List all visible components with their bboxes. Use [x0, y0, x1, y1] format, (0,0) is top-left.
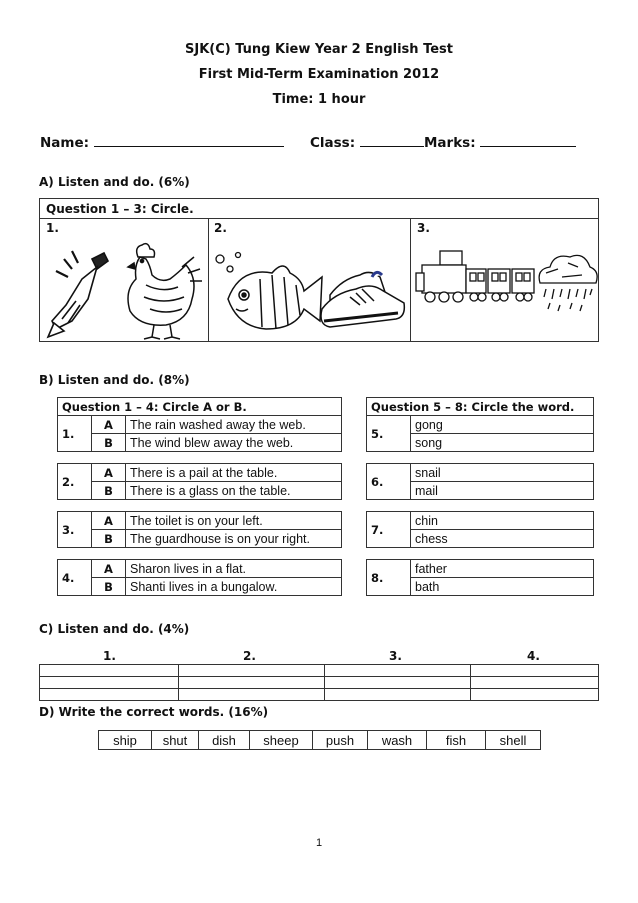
word-choice[interactable]: mail	[411, 482, 594, 500]
option-b-label[interactable]: B	[92, 578, 126, 596]
marks-label: Marks:	[424, 135, 476, 151]
option-b-text[interactable]: The wind blew away the web.	[126, 434, 342, 452]
word-choice[interactable]: song	[411, 434, 594, 452]
section-a-title: A) Listen and do. (6%)	[39, 175, 190, 189]
word-bank-item[interactable]: sheep	[250, 731, 313, 750]
option-b-label[interactable]: B	[92, 482, 126, 500]
marks-field[interactable]	[424, 132, 576, 151]
word-choice[interactable]: gong	[411, 416, 594, 434]
option-a-label[interactable]: A	[92, 560, 126, 578]
word-bank-item[interactable]: dish	[199, 731, 250, 750]
answer-cell[interactable]	[179, 665, 325, 677]
question-8-row-1	[367, 560, 594, 578]
fish-and-shoes-illustration[interactable]	[210, 239, 408, 341]
question-5-row-1	[367, 416, 594, 434]
word-bank-item[interactable]: ship	[99, 731, 152, 750]
picture-1-number: 1.	[46, 221, 59, 235]
option-a-label[interactable]: A	[92, 416, 126, 434]
word-bank	[98, 730, 541, 750]
picture-3-number: 3.	[417, 221, 430, 235]
word-choice[interactable]: snail	[411, 464, 594, 482]
option-b-text[interactable]: There is a glass on the table.	[126, 482, 342, 500]
circle-a-or-b-table	[57, 397, 342, 596]
name-label: Name:	[40, 135, 90, 151]
answer-2-number: 2.	[243, 649, 256, 663]
answer-4-number: 4.	[527, 649, 540, 663]
answer-3-number: 3.	[389, 649, 402, 663]
exam-subtitle: First Mid-Term Examination 2012	[198, 67, 440, 82]
word-bank-item[interactable]: wash	[368, 731, 427, 750]
hen-icon	[128, 244, 202, 339]
option-a-text[interactable]: Sharon lives in a flat.	[126, 560, 342, 578]
word-bank-item[interactable]: fish	[427, 731, 486, 750]
option-a-label[interactable]: A	[92, 464, 126, 482]
page-number: 1	[315, 837, 323, 849]
answer-cell[interactable]	[40, 677, 179, 689]
question-number: 8.	[367, 560, 411, 596]
option-a-text[interactable]: The rain washed away the web.	[126, 416, 342, 434]
word-choice[interactable]: chess	[411, 530, 594, 548]
question-number: 2.	[58, 464, 92, 500]
question-1-row-a	[58, 416, 342, 434]
option-b-label[interactable]: B	[92, 434, 126, 452]
marks-blank[interactable]	[480, 132, 576, 147]
option-a-text[interactable]: The toilet is on your left.	[126, 512, 342, 530]
answer-cell[interactable]	[325, 665, 471, 677]
question-number: 4.	[58, 560, 92, 596]
question-3-row-b	[58, 530, 342, 548]
question-4-row-a	[58, 560, 342, 578]
option-b-text[interactable]: Shanti lives in a bungalow.	[126, 578, 342, 596]
circle-the-word-header: Question 5 – 8: Circle the word.	[367, 398, 594, 416]
picture-2-number: 2.	[214, 221, 227, 235]
hand-bell-icon	[48, 251, 108, 337]
name-field[interactable]	[40, 132, 284, 151]
answer-cell[interactable]	[471, 677, 599, 689]
question-7-row-1	[367, 512, 594, 530]
train-and-cloud-illustration[interactable]	[412, 239, 598, 341]
answer-1-number: 1.	[103, 649, 116, 663]
section-c-title: C) Listen and do. (4%)	[39, 622, 190, 636]
word-choice[interactable]: bath	[411, 578, 594, 596]
answer-cell[interactable]	[179, 689, 325, 701]
question-1-row-b	[58, 434, 342, 452]
class-label: Class:	[310, 135, 356, 151]
bell-and-hen-illustration[interactable]	[42, 239, 206, 341]
class-field[interactable]	[310, 132, 424, 151]
question-6-row-1	[367, 464, 594, 482]
answer-cell[interactable]	[325, 689, 471, 701]
section-d-title: D) Write the correct words. (16%)	[39, 705, 269, 719]
option-a-text[interactable]: There is a pail at the table.	[126, 464, 342, 482]
question-2-row-a	[58, 464, 342, 482]
name-blank[interactable]	[94, 132, 284, 147]
section-a-box	[39, 198, 599, 342]
answer-cell[interactable]	[179, 677, 325, 689]
question-number: 3.	[58, 512, 92, 548]
section-a-instruction: Question 1 – 3: Circle.	[46, 202, 194, 216]
answer-cell[interactable]	[471, 665, 599, 677]
section-c-answer-grid	[39, 664, 599, 701]
section-b-title: B) Listen and do. (8%)	[39, 373, 190, 387]
rain-cloud-icon	[539, 255, 597, 311]
answer-cell[interactable]	[325, 677, 471, 689]
question-4-row-b	[58, 578, 342, 596]
question-number: 1.	[58, 416, 92, 452]
option-b-label[interactable]: B	[92, 530, 126, 548]
answer-cell[interactable]	[40, 689, 179, 701]
circle-the-word-table	[366, 397, 594, 596]
option-a-label[interactable]: A	[92, 512, 126, 530]
word-bank-item[interactable]: shell	[486, 731, 541, 750]
exam-time: Time: 1 hour	[272, 92, 366, 107]
fish-icon	[228, 266, 322, 329]
option-b-text[interactable]: The guardhouse is on your right.	[126, 530, 342, 548]
answer-cell[interactable]	[471, 689, 599, 701]
train-icon	[416, 251, 534, 302]
question-2-row-b	[58, 482, 342, 500]
word-choice[interactable]: chin	[411, 512, 594, 530]
class-blank[interactable]	[360, 132, 424, 147]
sneakers-icon	[321, 272, 404, 327]
exam-title: SJK(C) Tung Kiew Year 2 English Test	[185, 42, 453, 57]
circle-a-or-b-header: Question 1 – 4: Circle A or B.	[58, 398, 342, 416]
bubbles-icon	[216, 253, 241, 273]
question-number: 7.	[367, 512, 411, 548]
word-bank-item[interactable]: shut	[152, 731, 199, 750]
answer-cell[interactable]	[40, 665, 179, 677]
word-bank-item[interactable]: push	[313, 731, 368, 750]
question-number: 5.	[367, 416, 411, 452]
question-3-row-a	[58, 512, 342, 530]
word-choice[interactable]: father	[411, 560, 594, 578]
question-number: 6.	[367, 464, 411, 500]
